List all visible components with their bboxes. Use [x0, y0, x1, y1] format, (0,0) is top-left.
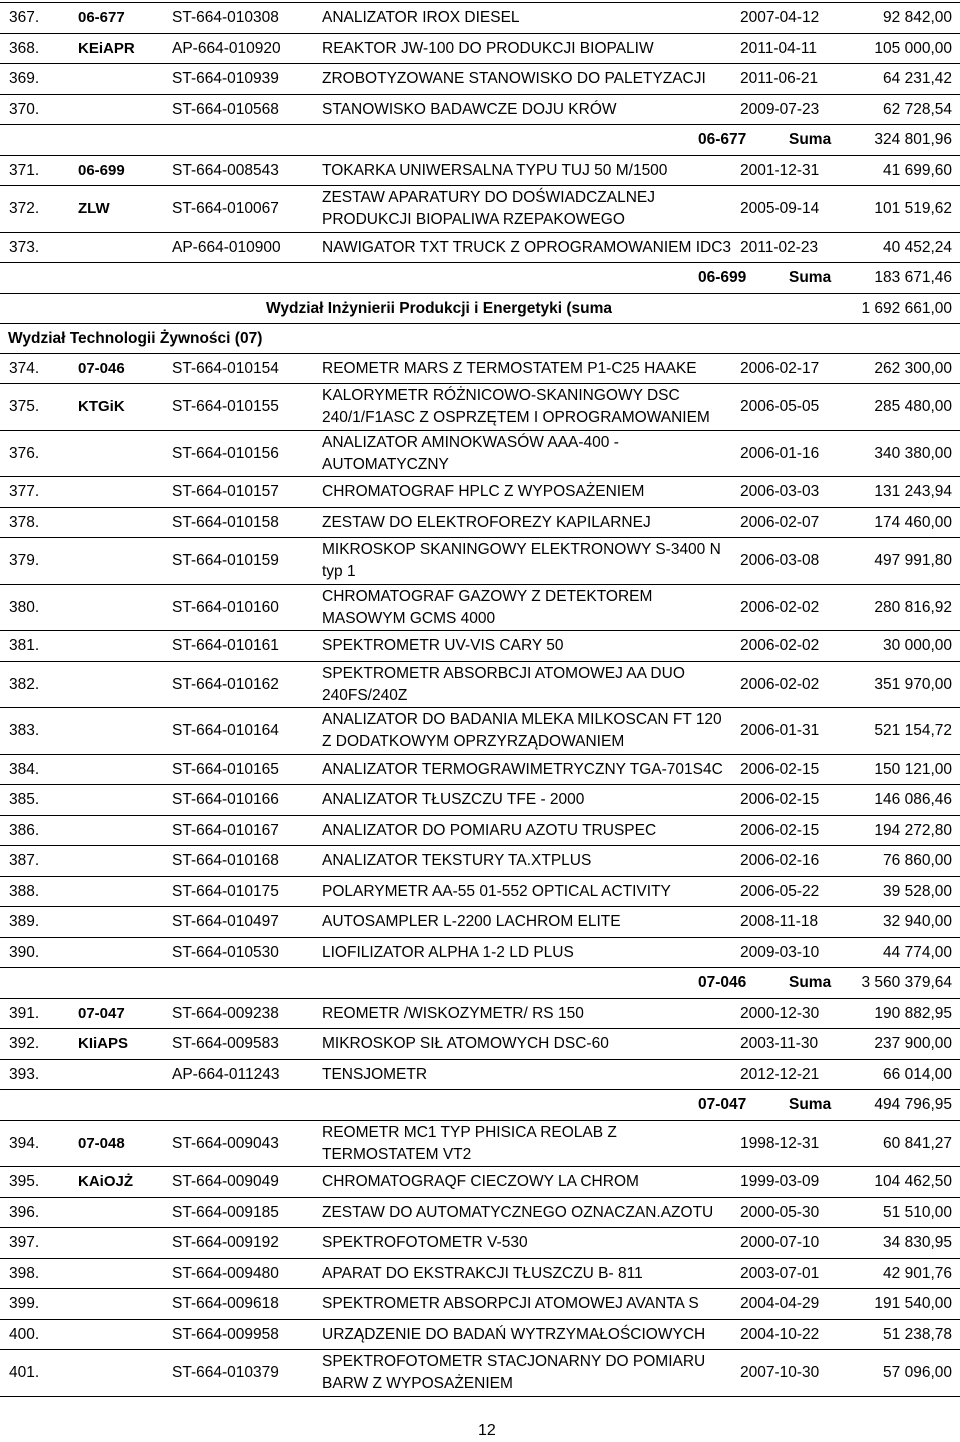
equipment-name: ANALIZATOR DO BADANIA MLEKA MILKOSCAN FT 120 Z DODATKOWYM OPRZYRZĄDOWANIEM	[322, 711, 722, 751]
inventory-number: ST-664-010157	[172, 483, 279, 501]
equipment-name: MIKROSKOP SKANINGOWY ELEKTRONOWY S-3400 N typ 1	[322, 541, 721, 581]
inventory-number: ST-664-010168	[172, 852, 279, 870]
table-row	[0, 63, 960, 95]
inventory-number: ST-664-008543	[172, 161, 279, 179]
table-row	[0, 185, 960, 233]
inventory-number: ST-664-010164	[172, 722, 279, 740]
table-row	[0, 784, 960, 816]
equipment-value: 194 272,80	[874, 821, 952, 839]
equipment-value: 521 154,72	[874, 722, 952, 740]
equipment-value: 41 699,60	[883, 161, 952, 179]
inventory-number: ST-664-010160	[172, 598, 279, 616]
row-number: 373.	[9, 238, 40, 256]
equipment-name: CHROMATOGRAF GAZOWY Z DETEKTOREM MASOWYM GCMS 4000	[322, 587, 653, 627]
inventory-number: ST-664-010161	[172, 637, 279, 655]
equipment-value: 150 121,00	[874, 760, 952, 778]
acquisition-date: 2006-02-02	[740, 637, 820, 655]
acquisition-date: 2009-07-23	[740, 100, 820, 118]
equipment-value: 62 728,54	[883, 100, 952, 118]
table-row	[0, 507, 960, 539]
equipment-name: TENSJOMETR	[322, 1065, 428, 1083]
equipment-value: 64 231,42	[883, 70, 952, 88]
equipment-value: 191 540,00	[874, 1295, 952, 1313]
subtotal-code: 06-699	[698, 269, 747, 287]
page-number: 12	[478, 1422, 496, 1439]
row-number: 367.	[9, 9, 40, 27]
row-number: 372.	[9, 200, 40, 218]
equipment-value: 190 882,95	[874, 1004, 952, 1022]
row-number: 381.	[9, 637, 40, 655]
inventory-number: ST-664-010166	[172, 791, 279, 809]
section-header	[0, 323, 960, 354]
equipment-name: REOMETR MC1 TYP PHISICA REOLAB Z TERMOSTATEM VT2	[322, 1123, 617, 1163]
table-row	[0, 937, 960, 969]
acquisition-date: 2006-03-03	[740, 483, 820, 501]
subtotal-code: 07-047	[698, 1096, 747, 1114]
department-code: 07-046	[78, 359, 125, 377]
acquisition-date: 2004-04-29	[740, 1295, 820, 1313]
acquisition-date: 2011-06-21	[740, 70, 819, 88]
row-number: 390.	[9, 943, 40, 961]
row-number: 375.	[9, 398, 40, 416]
row-number: 385.	[9, 791, 40, 809]
row-number: 378.	[9, 513, 40, 531]
equipment-name: ZROBOTYZOWANE STANOWISKO DO PALETYZACJI	[322, 70, 706, 88]
inventory-number: ST-664-009185	[172, 1203, 279, 1221]
inventory-number: ST-664-010156	[172, 444, 279, 462]
row-number: 383.	[9, 722, 40, 740]
row-number: 401.	[9, 1364, 40, 1382]
acquisition-date: 2006-02-15	[740, 791, 820, 809]
equipment-value: 92 842,00	[883, 9, 952, 27]
row-number: 393.	[9, 1065, 40, 1083]
equipment-name: LIOFILIZATOR ALPHA 1-2 LD PLUS	[322, 943, 574, 961]
subtotal-value: 494 796,95	[874, 1096, 952, 1114]
subtotal-row	[0, 124, 960, 156]
row-number: 397.	[9, 1234, 40, 1252]
table-row	[0, 815, 960, 847]
acquisition-date: 2007-10-30	[740, 1364, 820, 1382]
table-row	[0, 155, 960, 187]
acquisition-date: 2000-12-30	[740, 1004, 820, 1022]
equipment-value: 105 000,00	[874, 39, 952, 57]
equipment-value: 104 462,50	[874, 1173, 952, 1191]
inventory-number: AP-664-011243	[172, 1065, 280, 1083]
faculty-total-label: Wydział Inżynierii Produkcji i Energetyki (suma	[266, 299, 612, 317]
acquisition-date: 2006-02-17	[740, 359, 820, 377]
equipment-value: 131 243,94	[874, 483, 952, 501]
equipment-name: POLARYMETR AA-55 01-552 OPTICAL ACTIVITY	[322, 882, 671, 900]
department-code: 07-048	[78, 1134, 125, 1152]
equipment-name: TOKARKA UNIWERSALNA TYPU TUJ 50 M/1500	[322, 161, 668, 179]
table-row	[0, 476, 960, 508]
equipment-name: URZĄDZENIE DO BADAŃ WYTRZYMAŁOŚCIOWYCH	[322, 1325, 706, 1343]
equipment-value: 285 480,00	[874, 398, 952, 416]
equipment-value: 51 510,00	[883, 1203, 952, 1221]
equipment-value: 51 238,78	[883, 1325, 952, 1343]
inventory-number: ST-664-010497	[172, 913, 279, 931]
department-code: KAiOJŻ	[78, 1173, 134, 1191]
table-row	[0, 1227, 960, 1259]
equipment-name: ANALIZATOR TEKSTURY TA.XTPLUS	[322, 852, 592, 870]
faculty-total-value: 1 692 661,00	[861, 299, 952, 317]
table-row	[0, 630, 960, 662]
table-bottom-border	[0, 1396, 960, 1397]
table-row	[0, 383, 960, 431]
equipment-name: ANALIZATOR IROX DIESEL	[322, 9, 520, 27]
table-row	[0, 998, 960, 1030]
table-row	[0, 353, 960, 385]
equipment-name: ANALIZATOR TŁUSZCZU TFE - 2000	[322, 791, 585, 809]
table-row	[0, 537, 960, 585]
table-row	[0, 845, 960, 877]
acquisition-date: 1998-12-31	[740, 1134, 820, 1152]
equipment-value: 280 816,92	[874, 598, 952, 616]
equipment-value: 237 900,00	[874, 1035, 952, 1053]
table-row	[0, 232, 960, 264]
subtotal-label: Suma	[789, 974, 832, 992]
inventory-number: ST-664-010067	[172, 200, 279, 218]
equipment-value: 262 300,00	[874, 359, 952, 377]
acquisition-date: 2008-11-18	[740, 913, 819, 931]
inventory-number: ST-664-010379	[172, 1364, 279, 1382]
department-code: KIiAPS	[78, 1035, 129, 1053]
acquisition-date: 2006-02-15	[740, 760, 820, 778]
equipment-value: 101 519,62	[874, 200, 952, 218]
table-row	[0, 430, 960, 478]
subtotal-row	[0, 1089, 960, 1121]
equipment-name: STANOWISKO BADAWCZE DOJU KRÓW	[322, 100, 617, 118]
department-code: 06-699	[78, 161, 125, 179]
equipment-name: REAKTOR JW-100 DO PRODUKCJI BIOPALIW	[322, 39, 654, 57]
row-number: 388.	[9, 882, 40, 900]
acquisition-date: 2012-12-21	[740, 1065, 820, 1083]
equipment-value: 146 086,46	[874, 791, 952, 809]
row-number: 398.	[9, 1264, 40, 1282]
row-number: 389.	[9, 913, 40, 931]
equipment-name: SPEKTROFOTOMETR STACJONARNY DO POMIARU BARW Z WYPOSAŻENIEM	[322, 1353, 706, 1393]
acquisition-date: 2006-01-16	[740, 444, 820, 462]
acquisition-date: 2006-02-02	[740, 675, 820, 693]
equipment-value: 44 774,00	[883, 943, 952, 961]
subtotal-label: Suma	[789, 131, 832, 149]
acquisition-date: 2005-09-14	[740, 200, 820, 218]
table-row	[0, 94, 960, 126]
row-number: 394.	[9, 1134, 40, 1152]
table-row	[0, 707, 960, 755]
table-row	[0, 661, 960, 709]
department-code: KTGiK	[78, 398, 125, 416]
table-row	[0, 1258, 960, 1290]
equipment-name: NAWIGATOR TXT TRUCK Z OPROGRAMOWANIEM IDC3	[322, 238, 732, 256]
inventory-number: ST-664-009618	[172, 1295, 279, 1313]
inventory-number: ST-664-010165	[172, 760, 279, 778]
acquisition-date: 2000-05-30	[740, 1203, 820, 1221]
department-code: KEiAPR	[78, 39, 135, 57]
acquisition-date: 2011-04-11	[740, 39, 817, 57]
table-row	[0, 33, 960, 65]
inventory-number: ST-664-009192	[172, 1234, 279, 1252]
acquisition-date: 2006-02-15	[740, 821, 820, 839]
table-row	[0, 1197, 960, 1229]
inventory-number: ST-664-010530	[172, 943, 279, 961]
acquisition-date: 2006-05-22	[740, 882, 820, 900]
row-number: 369.	[9, 70, 40, 88]
row-number: 370.	[9, 100, 40, 118]
equipment-name: ZESTAW DO ELEKTROFOREZY KAPILARNEJ	[322, 513, 651, 531]
inventory-number: ST-664-009043	[172, 1134, 279, 1152]
inventory-number: ST-664-010939	[172, 70, 279, 88]
acquisition-date: 2001-12-31	[740, 161, 820, 179]
department-code: 07-047	[78, 1004, 125, 1022]
row-number: 371.	[9, 161, 40, 179]
subtotal-code: 06-677	[698, 131, 747, 149]
inventory-number: ST-664-009049	[172, 1173, 279, 1191]
row-number: 391.	[9, 1004, 40, 1022]
equipment-value: 76 860,00	[883, 852, 952, 870]
equipment-name: SPEKTROMETR UV-VIS CARY 50	[322, 637, 564, 655]
inventory-number: ST-664-010167	[172, 821, 279, 839]
table-row	[0, 1059, 960, 1091]
inventory-number: ST-664-009480	[172, 1264, 279, 1282]
acquisition-date: 2009-03-10	[740, 943, 820, 961]
acquisition-date: 2006-05-05	[740, 398, 820, 416]
equipment-name: REOMETR /WISKOZYMETR/ RS 150	[322, 1004, 584, 1022]
row-number: 386.	[9, 821, 40, 839]
acquisition-date: 2003-11-30	[740, 1035, 819, 1053]
row-number: 368.	[9, 39, 40, 57]
equipment-value: 497 991,80	[874, 552, 952, 570]
subtotal-row	[0, 262, 960, 294]
equipment-name: AUTOSAMPLER L-2200 LACHROM ELITE	[322, 913, 621, 931]
acquisition-date: 1999-03-09	[740, 1173, 820, 1191]
equipment-value: 40 452,24	[883, 238, 952, 256]
table-row	[0, 584, 960, 632]
acquisition-date: 2004-10-22	[740, 1325, 820, 1343]
acquisition-date: 2006-02-16	[740, 852, 820, 870]
inventory-number: ST-664-010155	[172, 398, 279, 416]
equipment-name: SPEKTROMETR ABSORPCJI ATOMOWEJ AVANTA S	[322, 1295, 699, 1313]
equipment-value: 32 940,00	[883, 913, 952, 931]
inventory-number: ST-664-010162	[172, 675, 279, 693]
faculty-total-row	[0, 293, 960, 324]
inventory-number: ST-664-009238	[172, 1004, 279, 1022]
subtotal-code: 07-046	[698, 974, 747, 992]
row-number: 380.	[9, 598, 40, 616]
equipment-value: 39 528,00	[883, 882, 952, 900]
equipment-name: CHROMATOGRAQF CIECZOWY LA CHROM	[322, 1173, 639, 1191]
equipment-name: SPEKTROFOTOMETR V-530	[322, 1234, 528, 1252]
subtotal-label: Suma	[789, 269, 832, 287]
equipment-name: REOMETR MARS Z TERMOSTATEM P1-C25 HAAKE	[322, 359, 697, 377]
acquisition-date: 2011-02-23	[740, 238, 819, 256]
department-code: ZLW	[78, 200, 110, 218]
row-number: 379.	[9, 552, 40, 570]
equipment-name: ANALIZATOR DO POMIARU AZOTU TRUSPEC	[322, 821, 657, 839]
equipment-name: SPEKTROMETR ABSORBCJI ATOMOWEJ AA DUO 240FS/240Z	[322, 664, 685, 704]
equipment-value: 340 380,00	[874, 444, 952, 462]
inventory-number: ST-664-010159	[172, 552, 279, 570]
inventory-number: AP-664-010900	[172, 238, 281, 256]
row-number: 376.	[9, 444, 40, 462]
row-number: 384.	[9, 760, 40, 778]
equipment-value: 60 841,27	[883, 1134, 952, 1152]
acquisition-date: 2006-02-07	[740, 513, 820, 531]
row-number: 392.	[9, 1035, 40, 1053]
equipment-value: 42 901,76	[883, 1264, 952, 1282]
subtotal-value: 324 801,96	[874, 131, 952, 149]
table-row	[0, 1028, 960, 1060]
inventory-number: AP-664-010920	[172, 39, 281, 57]
row-number: 395.	[9, 1173, 40, 1191]
inventory-number: ST-664-010154	[172, 359, 279, 377]
inventory-number: ST-664-010568	[172, 100, 279, 118]
inventory-number: ST-664-009583	[172, 1035, 279, 1053]
table-row	[0, 1319, 960, 1351]
table-row	[0, 1166, 960, 1198]
equipment-name: APARAT DO EKSTRAKCJI TŁUSZCZU B- 811	[322, 1264, 643, 1282]
table-row	[0, 1288, 960, 1320]
acquisition-date: 2006-01-31	[740, 722, 820, 740]
equipment-name: ANALIZATOR AMINOKWASÓW AAA-400 - AUTOMATYCZNY	[322, 433, 619, 473]
subtotal-row	[0, 967, 960, 999]
equipment-name: KALORYMETR RÓŻNICOWO-SKANINGOWY DSC 240/1/F1ASC Z OSPRZĘTEM I OPROGRAMOWANIEM	[322, 387, 710, 427]
inventory-number: ST-664-010175	[172, 882, 279, 900]
acquisition-date: 2006-02-02	[740, 598, 820, 616]
subtotal-value: 3 560 379,64	[861, 974, 952, 992]
row-number: 377.	[9, 483, 40, 501]
equipment-value: 66 014,00	[883, 1065, 952, 1083]
row-number: 400.	[9, 1325, 40, 1343]
subtotal-value: 183 671,46	[874, 269, 952, 287]
equipment-name: MIKROSKOP SIŁ ATOMOWYCH DSC-60	[322, 1035, 609, 1053]
section-title: Wydział Technologii Żywności (07)	[8, 329, 263, 347]
subtotal-label: Suma	[789, 1096, 832, 1114]
inventory-number: ST-664-010158	[172, 513, 279, 531]
row-number: 387.	[9, 852, 40, 870]
acquisition-date: 2007-04-12	[740, 9, 820, 27]
equipment-name: CHROMATOGRAF HPLC Z WYPOSAŻENIEM	[322, 483, 645, 501]
row-number: 382.	[9, 675, 40, 693]
table-row	[0, 906, 960, 938]
table-row	[0, 876, 960, 908]
table-row	[0, 1349, 960, 1397]
acquisition-date: 2000-07-10	[740, 1234, 820, 1252]
department-code: 06-677	[78, 9, 125, 27]
row-number: 374.	[9, 359, 40, 377]
row-number: 399.	[9, 1295, 40, 1313]
inventory-number: ST-664-010308	[172, 9, 279, 27]
equipment-value: 57 096,00	[883, 1364, 952, 1382]
inventory-number: ST-664-009958	[172, 1325, 279, 1343]
equipment-value: 30 000,00	[883, 637, 952, 655]
equipment-name: ANALIZATOR TERMOGRAWIMETRYCZNY TGA-701S4C	[322, 760, 723, 778]
equipment-value: 351 970,00	[874, 675, 952, 693]
equipment-name: ZESTAW APARATURY DO DOŚWIADCZALNEJ PRODUKCJI BIOPALIWA RZEPAKOWEGO	[322, 189, 656, 229]
equipment-value: 174 460,00	[874, 513, 952, 531]
equipment-value: 34 830,95	[883, 1234, 952, 1252]
equipment-name: ZESTAW DO AUTOMATYCZNEGO OZNACZAN.AZOTU	[322, 1203, 714, 1221]
row-number: 396.	[9, 1203, 40, 1221]
table-row	[0, 754, 960, 786]
acquisition-date: 2006-03-08	[740, 552, 820, 570]
table-row	[0, 2, 960, 34]
table-row	[0, 1120, 960, 1168]
acquisition-date: 2003-07-01	[740, 1264, 820, 1282]
